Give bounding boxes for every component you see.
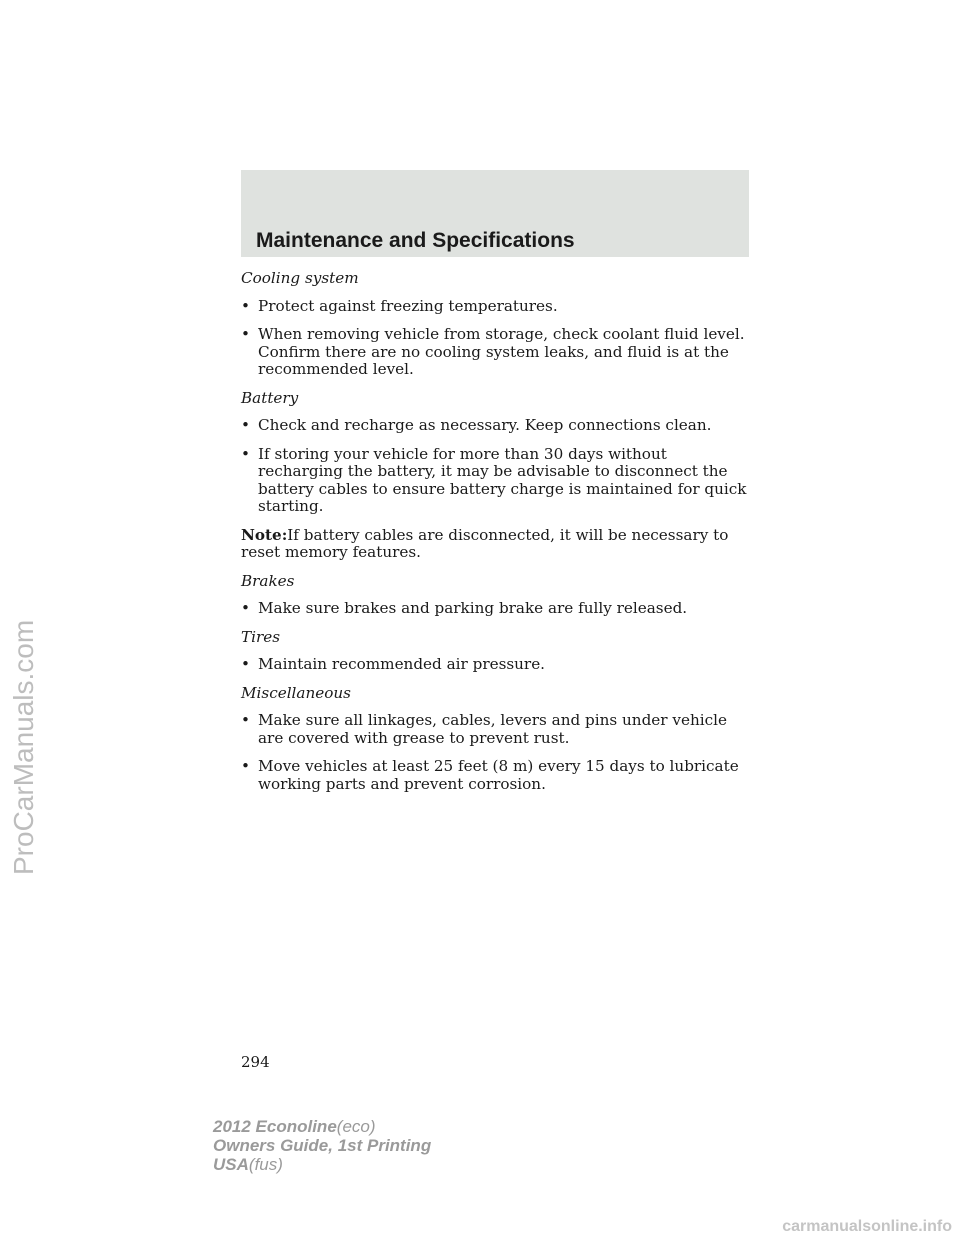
footer-model-line: [213, 1117, 431, 1136]
tires-heading: Tires: [241, 627, 281, 646]
bullet-icon: •: [241, 296, 250, 315]
list-item-text: Maintain recommended air pressure.: [258, 655, 546, 673]
list-item-text: Make sure all linkages, cables, levers and pins under vehicle are covered with grease to prevent rust.: [258, 711, 727, 747]
footer-model: 2012 Econoline: [213, 1117, 337, 1136]
list-item: [241, 446, 749, 516]
list-item: [241, 417, 749, 435]
footer-region-code: (fus): [248, 1155, 283, 1174]
bullet-icon: •: [241, 655, 250, 673]
footer-region-line: [213, 1155, 431, 1174]
list-item-text: Check and recharge as necessary. Keep connections clean.: [258, 416, 712, 434]
document-footer: [213, 1117, 431, 1174]
page-content: [241, 270, 749, 804]
list-item: [241, 326, 749, 379]
list-item-text: Move vehicles at least 25 feet (8 m) every 15 days to lubricate working parts and prevent corrosion.: [258, 757, 739, 793]
cooling-system-list: [241, 298, 749, 379]
list-item-text: When removing vehicle from storage, check coolant fluid level. Confirm there are no cooling system leaks, and fluid is at the recommended level.: [258, 325, 745, 378]
list-item: [241, 656, 749, 674]
note-label: Note:: [241, 525, 288, 544]
bullet-icon: •: [241, 711, 250, 729]
footer-model-code: (eco): [336, 1117, 376, 1136]
note-text: If battery cables are disconnected, it will be necessary to reset memory features.: [241, 525, 729, 561]
brakes-list: [241, 600, 749, 618]
battery-list: [241, 417, 749, 516]
cooling-system-heading: Cooling system: [241, 269, 359, 287]
list-item-text: If storing your vehicle for more than 30 days without recharging the battery, it may be advisable to disconnect the battery cables to ensure battery charge is maintained for quick starting.: [258, 444, 747, 515]
page-number: 294: [241, 1053, 270, 1071]
section-title: Maintenance and Specifications: [256, 229, 575, 252]
miscellaneous-heading: Miscellaneous: [241, 683, 351, 702]
tires-list: [241, 656, 749, 674]
footer-guide: Owners Guide, 1st Printing: [213, 1136, 432, 1155]
footer-region: USA: [213, 1155, 249, 1174]
bullet-icon: •: [241, 599, 250, 617]
list-item: [241, 712, 749, 747]
watermark-procarmanuals: ProCarManuals.com: [8, 619, 39, 875]
brakes-heading: Brakes: [241, 571, 295, 590]
watermark-carmanualsonline: carmanualsonline.info: [782, 1218, 952, 1235]
list-item-text: Make sure brakes and parking brake are fully released.: [258, 599, 688, 617]
list-item: [241, 758, 749, 793]
bullet-icon: •: [241, 325, 250, 343]
bullet-icon: •: [241, 444, 250, 463]
list-item: [241, 600, 749, 618]
list-item-text: Protect against freezing temperatures.: [258, 296, 558, 315]
miscellaneous-list: [241, 712, 749, 793]
bullet-icon: •: [241, 416, 250, 434]
battery-heading: Battery: [241, 388, 299, 407]
list-item: [241, 298, 749, 316]
bullet-icon: •: [241, 757, 250, 775]
battery-note: [241, 527, 749, 562]
